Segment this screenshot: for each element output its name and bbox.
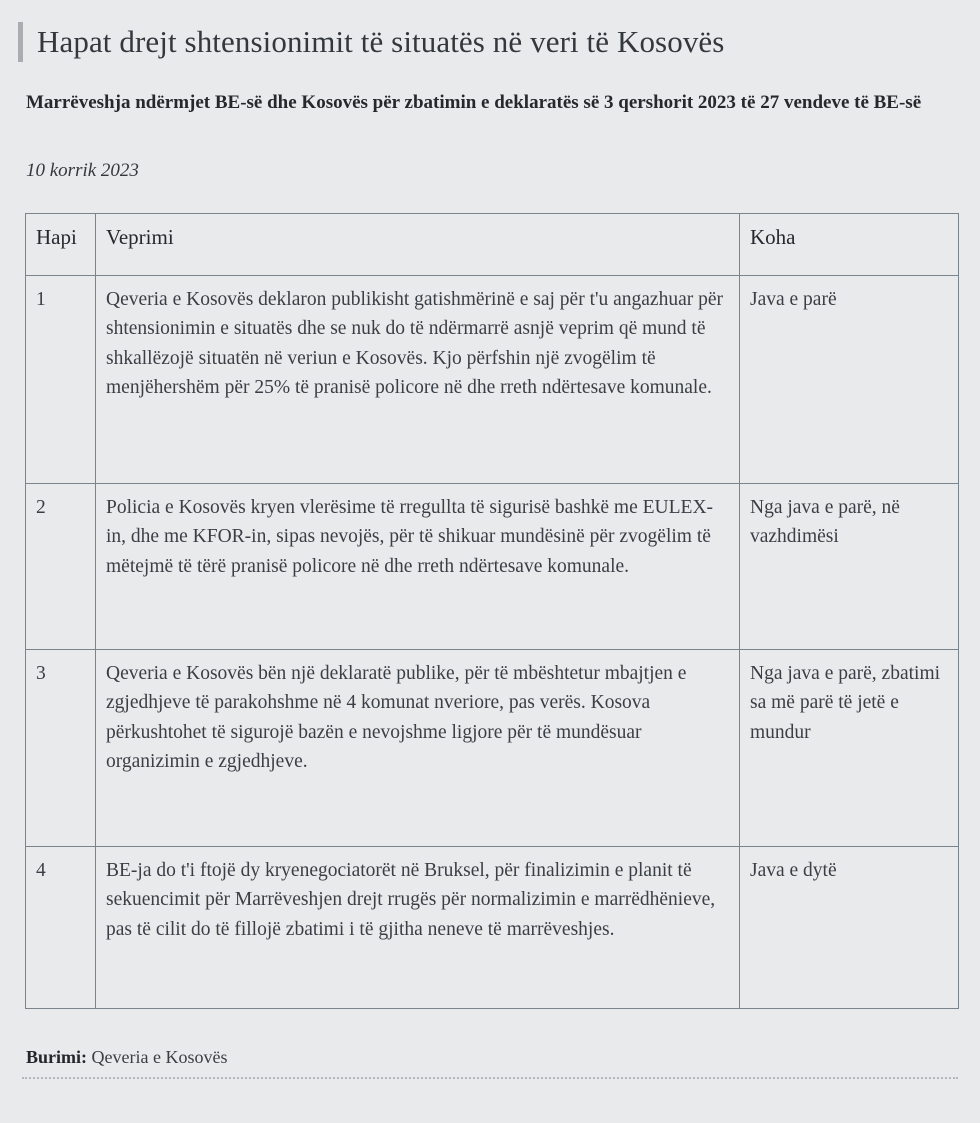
table-row [26,846,959,1008]
steps-table-head [26,213,959,275]
cell-action: Qeveria e Kosovës bën një deklaratë publike, për të mbështetur mbajtjen e zgjedhjeve të parakohshme në 4 komunat nveriore, pas verës. Kosova përkushtohet të sigurojë bazën e nevojshme ligjore për të mundësuar organizimin e zgjedhjeve. [96,649,740,846]
source-label: Burimi: [26,1046,87,1067]
cell-step: 2 [26,483,96,649]
title-accent-bar [18,22,23,62]
table-row [26,483,959,649]
footer-divider [22,1077,958,1079]
cell-time: Nga java e parë, zbatimi sa më parë të jetë e mundur [740,649,959,846]
column-header-time: Koha [740,213,959,275]
source-value: Qeveria e Kosovës [91,1046,228,1067]
table-row [26,649,959,846]
cell-time: Java e parë [740,275,959,483]
cell-step: 1 [26,275,96,483]
title-row [0,0,980,62]
cell-time: Nga java e parë, në vazhdimësi [740,483,959,649]
page-title: Hapat drejt shtensionimit të situatës në veri të Kosovës [37,24,725,59]
column-header-step: Hapi [26,213,96,275]
table-row [26,275,959,483]
steps-table [25,213,959,1009]
document-subtitle: Marrëveshja ndërmjet BE-së dhe Kosovës për zbatimin e deklaratës së 3 qershorit 2023 të 27 vendeve të BE-së [26,92,922,113]
cell-action: BE-ja do t'i ftojë dy kryenegociatorët në Bruksel, për finalizimin e planit të sekuencimit për Marrëveshjen drejt rrugës për normalizimin e marrëdhënieve, pas të cilit do të fillojë zbatimi i të gjitha neneve të marrëveshjes. [96,846,740,1008]
cell-action: Policia e Kosovës kryen vlerësime të rregullta të sigurisë bashkë me EULEX-in, dhe me KFOR-in, sipas nevojës, për të shikuar mundësinë për zvogëlim të mëtejmë të tërë pranisë policore në dhe rreth ndërtesave komunale. [96,483,740,649]
cell-action: Qeveria e Kosovës deklaron publikisht gatishmërinë e saj për t'u angazhuar për shtensionimin e situatës dhe se nuk do të ndërmarrë asnjë veprim që mund të shkallëzojë situatën në veriun e Kosovës. Kjo përfshin një zvogëlim të menjëhershëm për 25% të pranisë policore në dhe rreth ndërtesave komunale. [96,275,740,483]
column-header-action: Veprimi [96,213,740,275]
cell-step: 4 [26,846,96,1008]
document-date: 10 korrik 2023 [26,159,139,181]
cell-step: 3 [26,649,96,846]
source-line [26,1047,980,1068]
steps-table-body [26,275,959,1008]
cell-time: Java e dytë [740,846,959,1008]
table-header-row [26,213,959,275]
steps-table-wrapper [25,213,958,1009]
